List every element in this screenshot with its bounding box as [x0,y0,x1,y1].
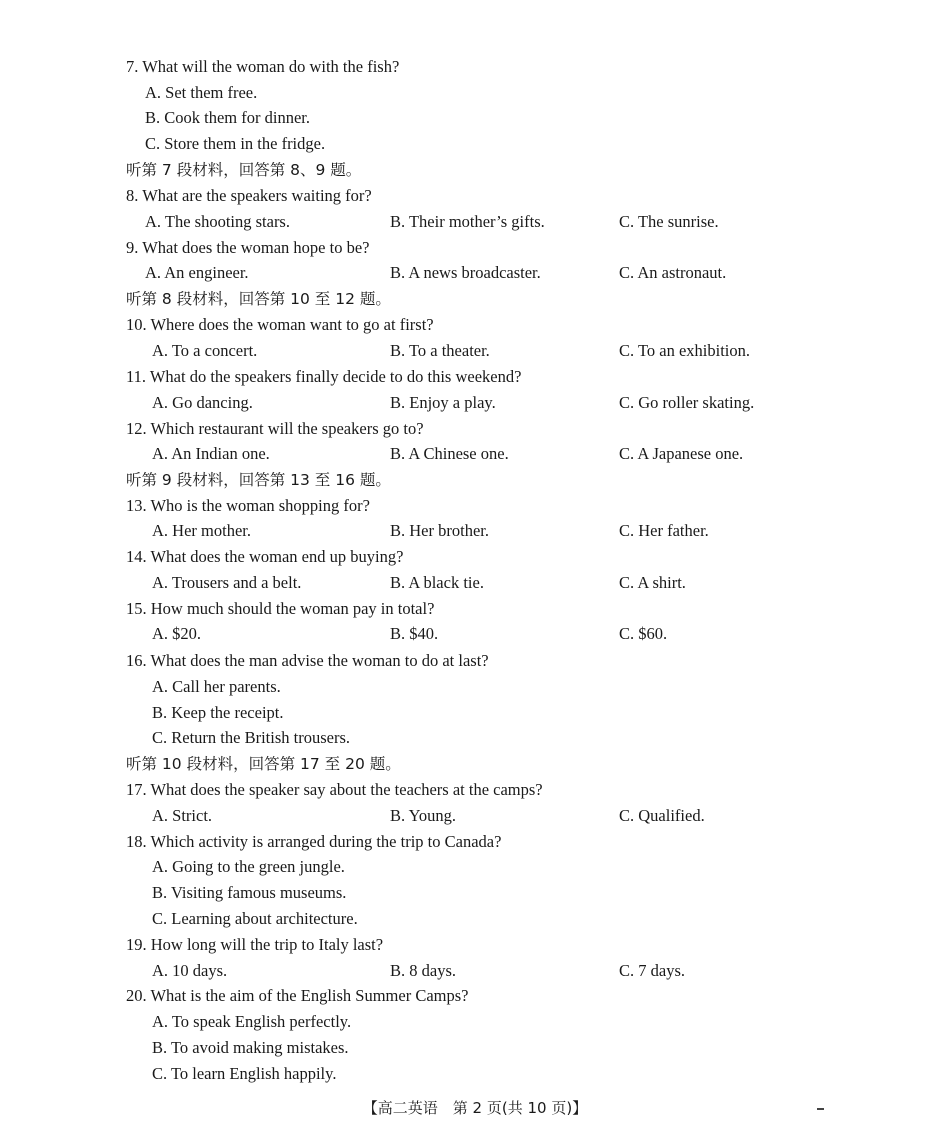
question-18-option-a: A. Going to the green jungle. [152,857,345,876]
question-18-option-b: B. Visiting famous museums. [152,883,347,902]
question-20-option-a: A. To speak English perfectly. [152,1012,352,1031]
question-17-stem: 17. What does the speaker say about the teachers at the camps? [126,780,543,799]
question-8-option-a: A. The shooting stars. [145,212,290,231]
section-7-instruction: 听第 7 段材料，回答第 8、9 题。 [126,161,362,179]
question-11-option-a: A. Go dancing. [152,393,253,412]
question-15-option-b: B. $40. [390,624,439,643]
question-15-stem: 15. How much should the woman pay in total? [126,599,435,618]
question-9-option-b: B. A news broadcaster. [390,263,541,282]
question-20-option-b: B. To avoid making mistakes. [152,1038,349,1057]
question-7-option-b: B. Cook them for dinner. [145,108,310,127]
question-10-option-a: A. To a concert. [152,341,258,360]
question-12-option-c: C. A Japanese one. [619,444,744,463]
question-9-option-a: A. An engineer. [145,263,249,282]
question-13-option-a: A. Her mother. [152,521,251,540]
question-9-option-c: C. An astronaut. [619,263,727,282]
question-11-stem: 11. What do the speakers finally decide to do this weekend? [126,367,522,386]
question-16-option-b: B. Keep the receipt. [152,703,284,722]
question-16-option-c: C. Return the British trousers. [152,728,350,747]
question-7-option-a: A. Set them free. [145,83,258,102]
question-12-option-b: B. A Chinese one. [390,444,509,463]
question-15-option-a: A. $20. [152,624,202,643]
question-12-stem: 12. Which restaurant will the speakers go to? [126,419,424,438]
question-7-option-c: C. Store them in the fridge. [145,134,326,153]
question-16-stem: 16. What does the man advise the woman to do at last? [126,651,489,670]
question-19-option-a: A. 10 days. [152,961,228,980]
question-20-option-c: C. To learn English happily. [152,1064,337,1083]
question-10-stem: 10. Where does the woman want to go at first? [126,315,434,334]
question-13-option-c: C. Her father. [619,521,709,540]
question-8-stem: 8. What are the speakers waiting for? [126,186,372,205]
section-10-instruction: 听第 10 段材料，回答第 17 至 20 题。 [126,755,401,773]
question-13-stem: 13. Who is the woman shopping for? [126,496,370,515]
question-9-stem: 9. What does the woman hope to be? [126,238,370,257]
question-14-stem: 14. What does the woman end up buying? [126,547,404,566]
question-15-option-c: C. $60. [619,624,668,643]
question-12-option-a: A. An Indian one. [152,444,270,463]
question-16-option-a: A. Call her parents. [152,677,281,696]
question-18-option-c: C. Learning about architecture. [152,909,358,928]
page-footer: 【高二英语 第 2 页(共 10 页)】 [362,1099,588,1117]
scan-mark [817,1108,824,1110]
question-17-option-c: C. Qualified. [619,806,705,825]
question-11-option-b: B. Enjoy a play. [390,393,496,412]
question-17-option-b: B. Young. [390,806,457,825]
question-8-option-c: C. The sunrise. [619,212,719,231]
question-7-stem: 7. What will the woman do with the fish? [126,57,400,76]
question-13-option-b: B. Her brother. [390,521,489,540]
question-20-stem: 20. What is the aim of the English Summer Camps? [126,986,469,1005]
question-10-option-c: C. To an exhibition. [619,341,750,360]
question-14-option-a: A. Trousers and a belt. [152,573,302,592]
question-17-option-a: A. Strict. [152,806,213,825]
question-19-option-b: B. 8 days. [390,961,456,980]
section-9-instruction: 听第 9 段材料，回答第 13 至 16 题。 [126,471,391,489]
question-8-option-b: B. Their mother’s gifts. [390,212,545,231]
section-8-instruction: 听第 8 段材料，回答第 10 至 12 题。 [126,290,391,308]
question-14-option-b: B. A black tie. [390,573,484,592]
question-18-stem: 18. Which activity is arranged during the trip to Canada? [126,832,502,851]
question-10-option-b: B. To a theater. [390,341,490,360]
question-19-option-c: C. 7 days. [619,961,685,980]
question-19-stem: 19. How long will the trip to Italy last? [126,935,384,954]
question-11-option-c: C. Go roller skating. [619,393,755,412]
question-14-option-c: C. A shirt. [619,573,686,592]
